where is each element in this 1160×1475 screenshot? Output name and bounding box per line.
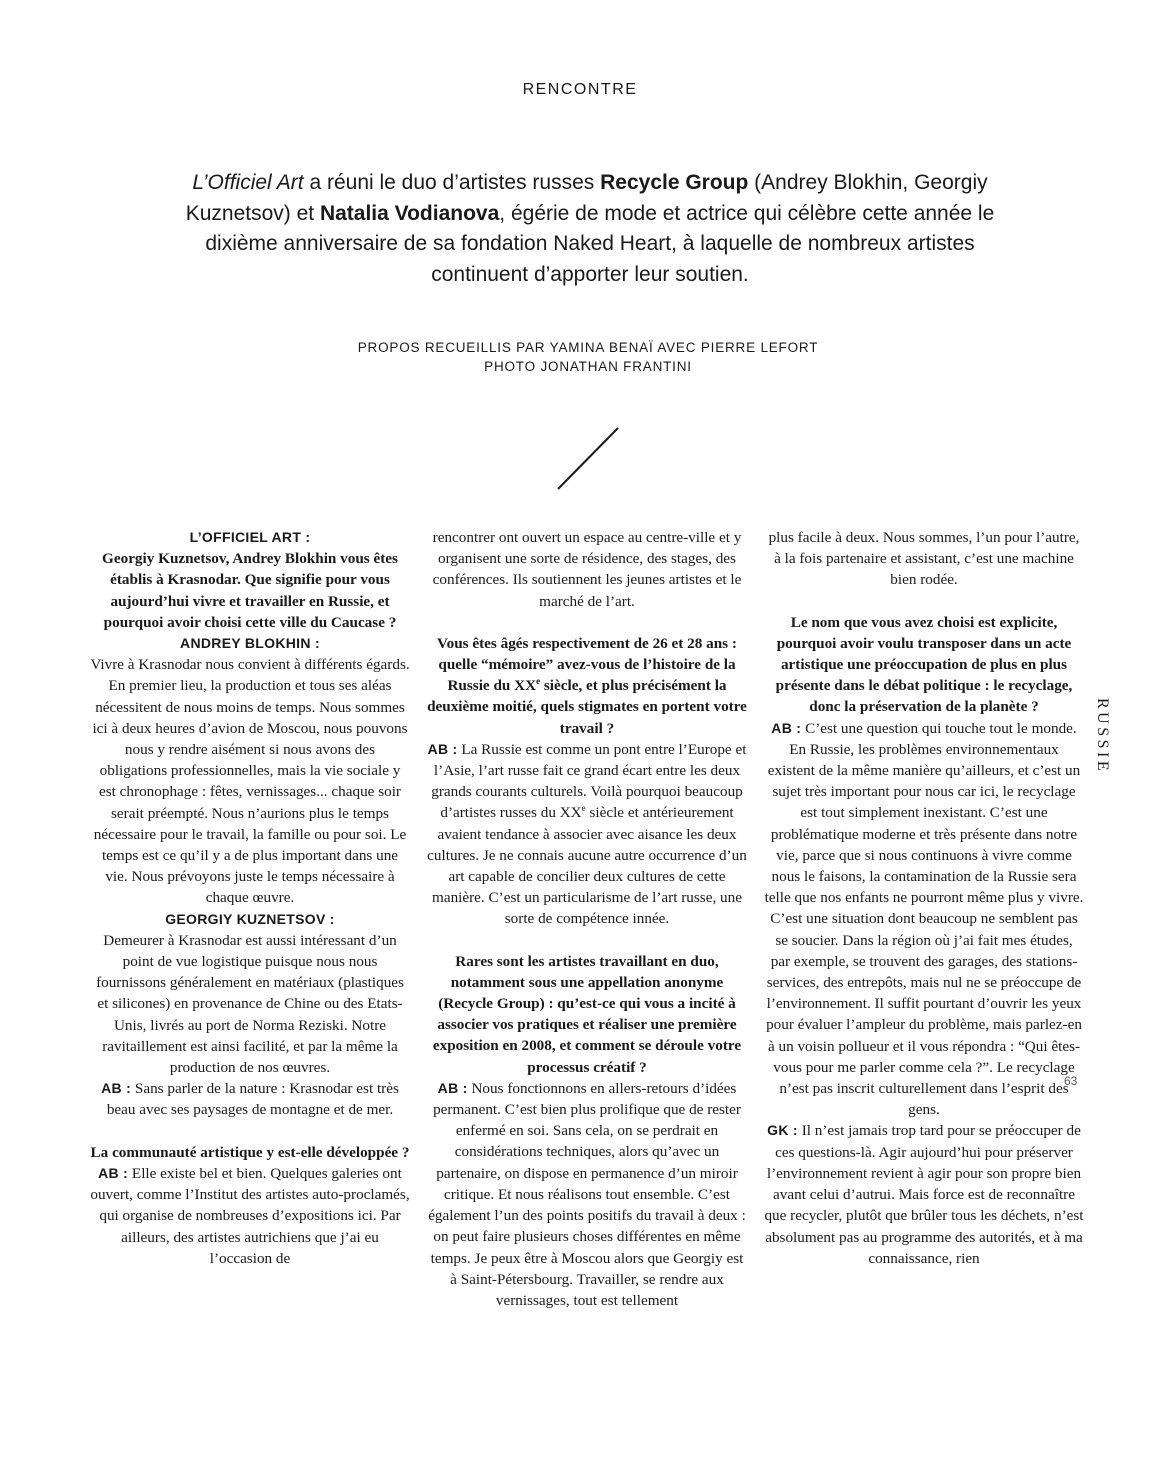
- magazine-name: L’Officiel Art: [192, 171, 304, 194]
- interview-answer: [90, 1078, 410, 1120]
- speaker-label: AB :: [101, 1080, 132, 1097]
- intro-text-3: , égérie de mode et actrice qui célèbre cette année le dixième anniversaire de sa fondation Naked Heart, à laquelle de nombreux artistes continuent d’apporter leur soutien.: [205, 201, 995, 286]
- answer-text: La Russie est comme un pont entre l’Europe et l’Asie, l’art russe fait ce grand écart entre les deux grands courants culturels. Voilà pourquoi beaucoup d’artistes russes du XX: [431, 740, 747, 822]
- interview-answer: [764, 1120, 1084, 1268]
- section-side-tab: RUSSIE: [1094, 698, 1111, 775]
- page-number: 63: [1064, 1074, 1078, 1088]
- interview-answer: [427, 739, 747, 930]
- slash-divider: [555, 425, 621, 493]
- credits-interview: PROPOS RECUEILLIS PAR YAMINA BENAÏ AVEC PIERRE LEFORT: [357, 340, 819, 355]
- interview-answer: Demeurer à Krasnodar est aussi intéressant d’un point de vue logistique puisque nous nous fournissons généralement en matériaux (plastiques et silicones) en provenance de Chine ou des Etats-Unis, livrés au port de Norma Reziski. Notre ravitaillement est ainsi facilité, et par la même la production de nos œuvres.: [96, 931, 404, 1077]
- article-column-1: [90, 527, 410, 1269]
- speaker-label: AB :: [437, 1079, 468, 1096]
- interview-question: La communauté artistique y est-elle développée ?: [90, 1143, 410, 1161]
- article-column-3: [764, 527, 1084, 1269]
- answer-text: siècle et antérieurement avaient tendance à associer avec aisance les deux cultures. Je ne connais aucune autre occurrence d’un art capable de concilier deux cultures de cette manière. C’est un particularisme de l’art russe, une sorte de compétence innée.: [427, 804, 747, 928]
- speaker-label: AB :: [427, 740, 458, 757]
- interview-answer: rencontrer ont ouvert un espace au centre-ville et y organisent une sorte de résidence, des stages, des conférences. Ils soutiennent les jeunes artistes et le marché de l’art.: [432, 529, 742, 610]
- answer-text: Il n’est jamais trop tard pour se préoccuper de ces questions-là. Agir aujourd’hui pour préserver l’environnement revient à agir pour son propre bien avant celui d’autrui. Mais force est de reconnaître que recycler, plutôt que brûler tous les déchets, n’est absolument pas au programme des autorités, et à ma connaissance, rien: [764, 1122, 1084, 1267]
- question-text: Vous êtes âgés respectivement de 26 et 28 ans : quelle “mémoire” avez-vous de l’histoire de la Russie du XX: [437, 634, 737, 695]
- interview-question: Le nom que vous avez choisi est explicite, pourquoi avoir voulu transposer dans un acte artistique une préoccupation de plus en plus présente dans le débat politique : le recyclage, donc la préservation de la planète ?: [775, 613, 1073, 716]
- interview-answer: Vivre à Krasnodar nous convient à différents égards. En premier lieu, la production et tous ses aléas nécessitent de nous moins de temps. Nous sommes ici à deux heures d’avion de Moscou, nous pouvons nous y rendre aisément si nous avons des obligations professionnelles, mais la vie sociale y est chronophage : fêtes, vernissages... chaque soir serait préempté. Nous n’aurions plus le temps nécessaire pour le travail, la famille ou pour soi. Le temps est ce qu’il y a de plus important dans une vie. Nous prévoyons juste le temps nécessaire à chaque œuvre.: [90, 656, 410, 907]
- interview-answer: [427, 1078, 747, 1311]
- answer-text: Elle existe bel et bien. Quelques galeries ont ouvert, comme l’Institut des artistes auto-proclamés, qui organise de nombreuses d’expositions ici. Par ailleurs, des artistes autrichiens que j’ai eu l’occasion de: [90, 1164, 410, 1267]
- speaker-label: GK :: [767, 1122, 798, 1139]
- answer-text: Nous fonctionnons en allers-retours d’idées permanent. C’est bien plus prolifique que de rester enfermé en soi. Sans cela, on se perdrait en considérations techniques, alors qu’avec un partenaire, on dispose en permanence d’un miroir critique. Et nous réalisons tout ensemble. C’est également l’un des points positifs du travail à deux : on peut faire plusieurs choses différentes en même temps. Je peux être à Moscou alors que Georgiy est à Saint-Pétersbourg. Travailler, se rendre aux vernissages, tout est tellement: [428, 1079, 746, 1309]
- interview-answer: [90, 1163, 410, 1269]
- intro-paragraph: [180, 168, 1000, 290]
- speaker-label: AB :: [771, 719, 802, 736]
- interview-question: [427, 633, 747, 739]
- credits: [0, 338, 1160, 376]
- section-label: RENCONTRE: [522, 81, 638, 98]
- superscript: e: [581, 803, 586, 814]
- speaker-label: L’OFFICIEL ART :: [189, 529, 311, 545]
- artist-group-name: Recycle Group: [600, 171, 749, 194]
- article-column-2: [427, 527, 747, 1311]
- answer-text: C’est une question qui touche tout le monde. En Russie, les problèmes environnementaux existent de la même manière qu’ailleurs, et c’est un sujet très important pour nous car ici, le recyclage est tout simplement inexistant. C’est une problématique moderne et très présente dans notre vie, parce que si nous continuons à vivre comme nous le faisons, la contamination de la Russie sera telle que nos enfants ne pourront même plus y vivre. C’est une situation dont beaucoup ne semblent pas se soucier. Dans la région où j’ai fait mes études, par exemple, se trouvent des garages, des stations-services, des entrepôts, mais nul ne se préoccupe de l’environnement. Il suffit pourtant d’ouvrir les yeux pour évaluer l’ampleur du problème, mais parlez-en à un voisin pollueur et il vous répondra : “Qui êtes-vous pour me parler comme cela ?”. Le recyclage n’est pas inscrit culturellement dans l’esprit des gens.: [764, 719, 1084, 1119]
- credits-photo: PHOTO JONATHAN FRANTINI: [484, 359, 692, 374]
- interview-question: Georgiy Kuznetsov, Andrey Blokhin vous êtes établis à Krasnodar. Que signifie pour vous aujourd’hui vivre et travailler en Russie, et pourquoi avoir choisi cette ville du Caucase ?: [102, 550, 398, 631]
- guest-name: Natalia Vodianova: [319, 201, 500, 225]
- intro-text-2: (Andrey Blokhin, Georgiy Kuznetsov) et: [185, 171, 988, 225]
- speaker-label: GEORGIY KUZNETSOV :: [165, 910, 335, 927]
- interview-answer: [764, 718, 1084, 1121]
- interview-answer: plus facile à deux. Nous sommes, l’un pour l’autre, à la fois partenaire et assistant, c’est une machine bien rodée.: [768, 529, 1080, 589]
- superscript: e: [536, 676, 541, 687]
- speaker-label: ANDREY BLOKHIN :: [180, 635, 320, 652]
- answer-text: Sans parler de la nature : Krasnodar est très beau avec ses paysages de montagne et de mer.: [106, 1080, 399, 1119]
- speaker-label: AB :: [98, 1164, 129, 1181]
- interview-question: Rares sont les artistes travaillant en duo, notamment sous une appellation anonyme (Recycle Group) : qu’est-ce qui vous a incité à associer vos pratiques et réaliser une première exposition en 2008, et comment se déroule votre processus créatif ?: [432, 952, 742, 1076]
- question-text: siècle, et plus précisément la deuxième moitié, quels stigmates en portent votre travail ?: [427, 677, 747, 737]
- intro-text-1: a réuni le duo d’artistes russes: [303, 171, 601, 194]
